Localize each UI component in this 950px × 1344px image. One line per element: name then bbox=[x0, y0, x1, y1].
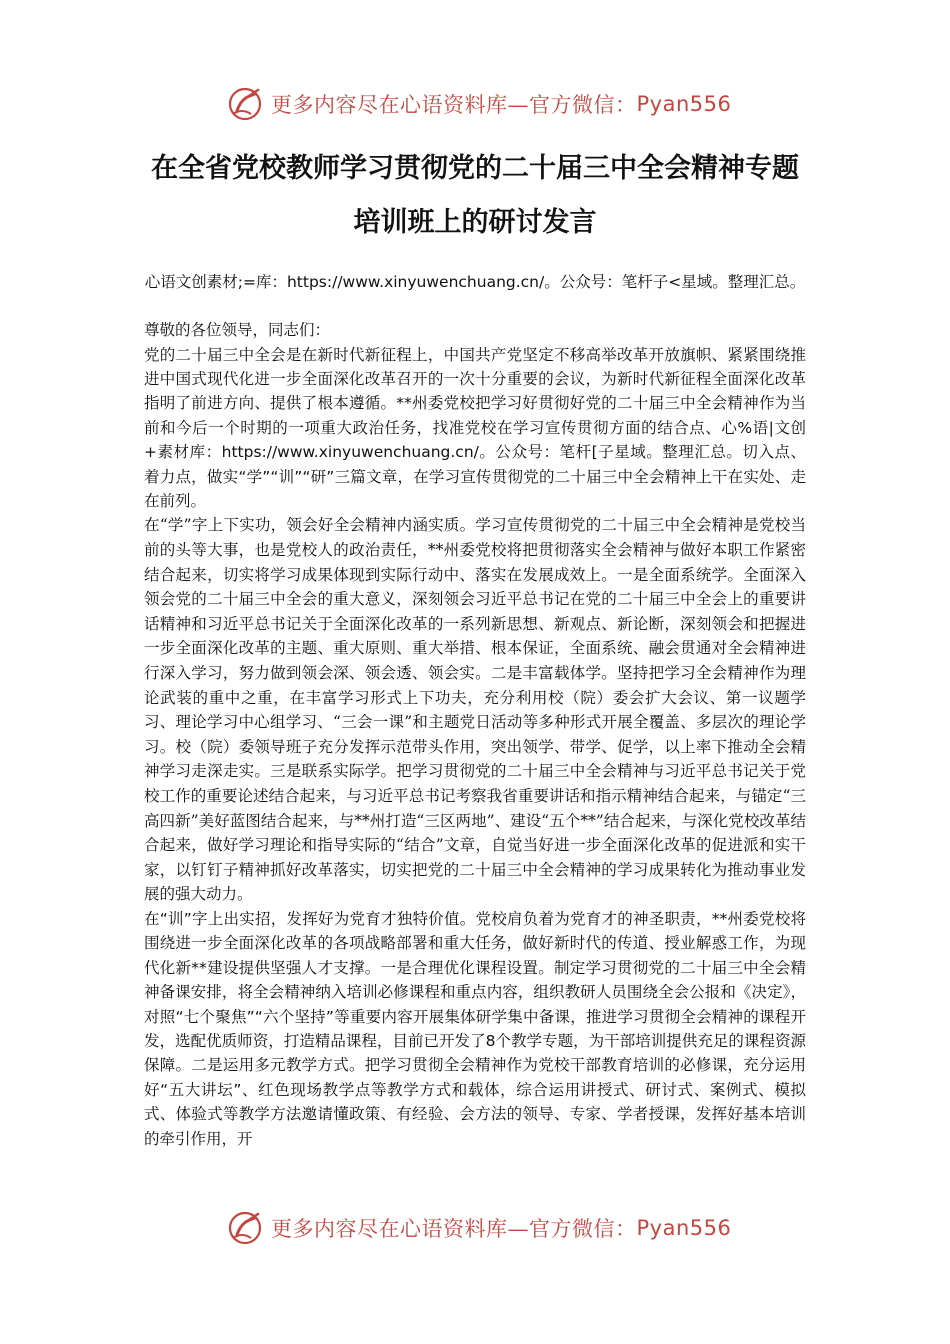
banner-wechat-id: Pyan556 bbox=[636, 1216, 732, 1240]
brand-logo-icon bbox=[225, 84, 265, 124]
brand-logo-icon bbox=[225, 1208, 265, 1248]
document-title: 在全省党校教师学习贯彻党的二十届三中全会精神专题培训班上的研讨发言 bbox=[151, 153, 799, 238]
banner-wechat-id: Pyan556 bbox=[636, 92, 732, 116]
salutation: 尊敬的各位领导，同志们： bbox=[144, 321, 331, 339]
paragraph: 在“训”字上出实招，发挥好为党育才独特价值。党校肩负着为党育才的神圣职责，**州委党校将围绕进一步全面深化改革的各项战略部署和重大任务，做好新时代的传道、授业解惑工作，为现代化新**建设提供坚强人才支撑。一是合理优化课程设置。制定学习贯彻党的二十届三中全会精神备课安排，将全会精神纳入培训必修课程和重点内容，组织教研人员围绕全会公报和《决定》，对照“七个聚焦”“六个坚持”等重要内容开展集体研学集中备课，推进学习贯彻全会精神的课程开发，选配优质师资，打造精品课程，目前已开发了8个教学专题，为干部培训提供充足的课程资源保障。二是运用多元教学方式。把学习贯彻全会精神作为党校干部教育培训的必修课，充分运用好“五大讲坛”、红色现场教学点等教学方式和载体，综合运用讲授式、研讨式、案例式、模拟式、体验式等教学方法邀请懂政策、有经验、会方法的领导、专家、学者授课，发挥好基本培训的牵引作用，开 bbox=[144, 909, 806, 1148]
document-body bbox=[144, 318, 806, 1151]
banner-text: 更多内容尽在心语资料库—官方微信： bbox=[271, 1217, 637, 1241]
source-note: 心语文创素材;=库：https://www.xinyuwenchuang.cn/。公众号：笔杆子<星域。整理汇总。 bbox=[144, 273, 806, 291]
paragraph: 在“学”字上下实功，领会好全会精神内涵实质。学习宣传贯彻党的二十届三中全会精神是党校当前的头等大事，也是党校人的政治责任，**州委党校将把贯彻落实全会精神与做好本职工作紧密结合起来，切实将学习成果体现到实际行动中、落实在发展成效上。一是全面系统学。全面深入领会党的二十届三中全会的重大意义，深刻领会习近平总书记在党的二十届三中全会上的重要讲话精神和习近平总书记关于全面深化改革的一系列新思想、新观点、新论断，深刻领会和把握进一步全面深化改革的主题、重大原则、重大举措、根本保证，全面系统、融会贯通对全会精神进行深入学习，努力做到领会深、领会透、领会实。二是丰富载体学。坚持把学习全会精神作为理论武装的重中之重，在丰富学习形式上下功夫，充分利用校（院）委会扩大会议、第一议题学习、理论学习中心组学习、“三会一课”和主题党日活动等多种形式开展全覆盖、多层次的理论学习。校（院）委领导班子充分发挥示范带头作用，突出领学、带学、促学，以上率下推动全会精神学习走深走实。三是联系实际学。把学习贯彻党的二十届三中全会精神与习近平总书记关于党校工作的重要论述结合起来，与习近平总书记考察我省重要讲话和指示精神结合起来，与锚定“三高四新”美好蓝图结合起来，与**州打造“三区两地”、建设“五个**”结合起来，与深化党校改革结合起来，做好学习理论和指导实际的“结合”文章，自觉当好进一步全面深化改革的促进派和实干家，以钉钉子精神抓好改革落实，切实把党的二十届三中全会精神的学习成果转化为推动事业发展的强大动力。 bbox=[144, 516, 806, 904]
banner-text: 更多内容尽在心语资料库—官方微信： bbox=[271, 93, 637, 117]
header-banner bbox=[225, 84, 745, 124]
footer-banner bbox=[225, 1208, 745, 1248]
paragraph: 党的二十届三中全会是在新时代新征程上，中国共产党坚定不移高举改革开放旗帜、紧紧围绕推进中国式现代化进一步全面深化改革召开的一次十分重要的会议，为新时代新征程全面深化改革指明了前进方向、提供了根本遵循。**州委党校把学习好贯彻好党的二十届三中全会精神作为当前和今后一个时期的一项重大政治任务，找准党校在学习宣传贯彻方面的结合点、心%语|文创+素材库：https://www.xinyuwenchuang.cn/。公众号：笔杆[子星域。整理汇总。切入点、着力点，做实“学”“训”“研”三篇文章，在学习宣传贯彻党的二十届三中全会精神上干在实处、走在前列。 bbox=[144, 345, 806, 511]
